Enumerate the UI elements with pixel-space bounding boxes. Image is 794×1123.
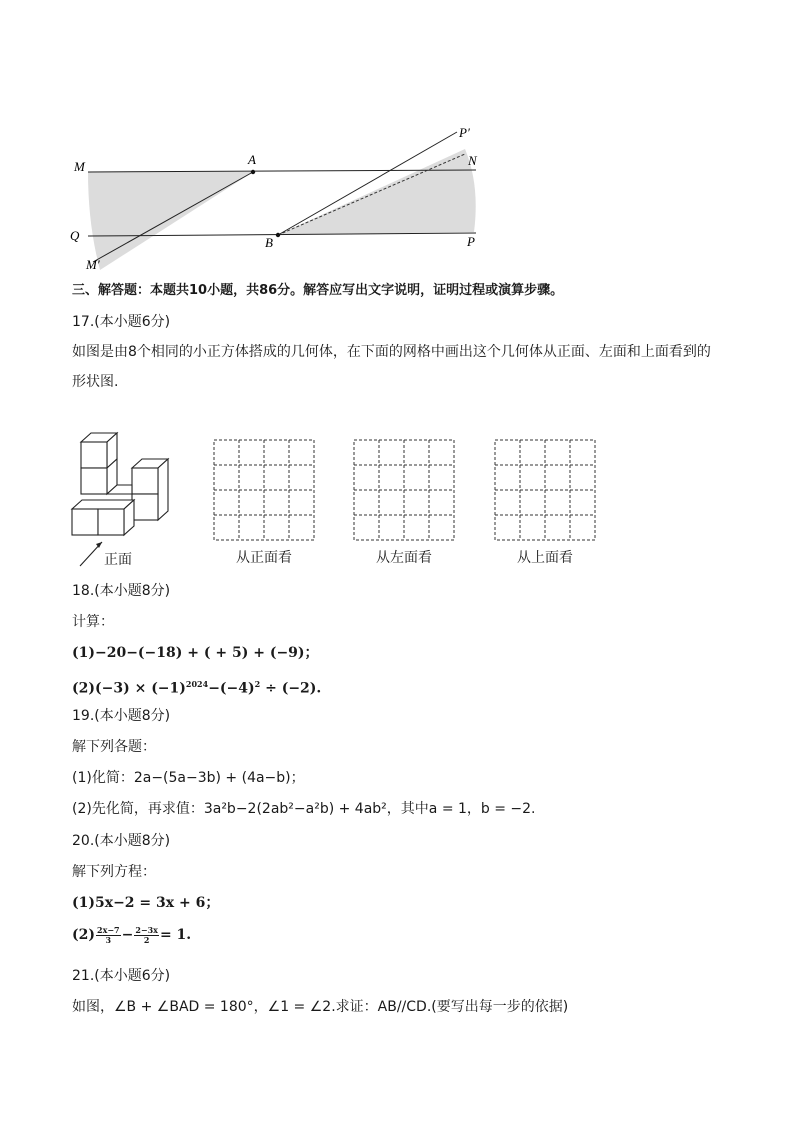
label-B: B: [265, 235, 273, 250]
point-A: [251, 170, 255, 174]
q21-header: 21.(本小题6分): [72, 968, 171, 984]
shaded-region: [88, 172, 253, 270]
q20-minus: −: [121, 927, 134, 943]
label-Q: Q: [70, 228, 80, 243]
q18-item2-suffix: ÷ (−2).: [260, 680, 322, 697]
fraction-2: [134, 926, 159, 945]
q20-item2-suffix: = 1.: [159, 927, 192, 943]
label-M-prime: M′: [86, 257, 100, 272]
q19-item2: (2)先化简，再求值：3a²b−2(2ab²−a²b) + 4ab²，其中a = 1，b = −2.: [72, 801, 536, 817]
grid-front-view[interactable]: [213, 439, 315, 541]
grid-left-view[interactable]: [353, 439, 455, 541]
section-heading: 三、解答题：本题共10小题，共86分。解答应写出文字说明，证明过程或演算步骤。: [72, 283, 564, 298]
fraction-2-numerator: 2−3x: [135, 924, 158, 935]
q20-item1: (1)5x−2 = 3x + 6；: [72, 895, 220, 911]
q18-intro: 计算：: [72, 614, 114, 630]
point-B: [276, 233, 280, 237]
q19-intro: 解下列各题：: [72, 739, 156, 755]
q19-item1: (1)化简：2a−(5a−3b) + (4a−b)；: [72, 770, 305, 786]
label-P-prime: P′: [459, 125, 470, 140]
q18-item2-exponent2: 2: [254, 679, 261, 689]
caption-left-view: 从左面看: [376, 550, 432, 566]
q18-item2: [72, 675, 321, 698]
q20-intro: 解下列方程：: [72, 864, 156, 880]
q20-header: 20.(本小题8分): [72, 833, 171, 849]
caption-front-view: 从正面看: [236, 550, 292, 566]
grid-top-view[interactable]: [494, 439, 596, 541]
fraction-1-denominator: 3: [105, 934, 112, 945]
q20-item2-prefix: (2): [72, 927, 95, 943]
q20-item2: [72, 924, 191, 946]
label-M: M: [74, 159, 85, 174]
q17-text-line1: 如图是由8个相同的小正方体搭成的几何体，在下面的网格中画出这个几何体从正面、左面和上面看到的: [72, 344, 711, 360]
label-N: N: [468, 153, 477, 168]
q18-header: 18.(本小题8分): [72, 583, 171, 599]
parallel-lines-figure: [60, 120, 500, 275]
front-view-label: 正面: [104, 552, 132, 568]
fraction-1: [96, 926, 121, 945]
fraction-2-denominator: 2: [143, 934, 150, 945]
q19-header: 19.(本小题8分): [72, 708, 171, 724]
label-P: P: [467, 234, 475, 249]
fraction-1-numerator: 2x−7: [97, 924, 120, 935]
q18-item2-exponent: 2024: [185, 679, 209, 689]
caption-top-view: 从上面看: [517, 550, 573, 566]
q18-item2-prefix: (2)(−3) × (−1): [72, 680, 186, 697]
q18-item2-mid: −(−4): [208, 680, 255, 697]
label-A: A: [248, 152, 256, 167]
q21-text: 如图，∠B + ∠BAD = 180°，∠1 = ∠2.求证：AB//CD.(要写出每一步的依据): [72, 999, 569, 1015]
q18-item1: (1)−20−(−18) + ( + 5) + (−9)；: [72, 645, 319, 661]
q17-header: 17.(本小题6分): [72, 314, 171, 330]
q17-text-line2: 形状图.: [72, 374, 119, 390]
